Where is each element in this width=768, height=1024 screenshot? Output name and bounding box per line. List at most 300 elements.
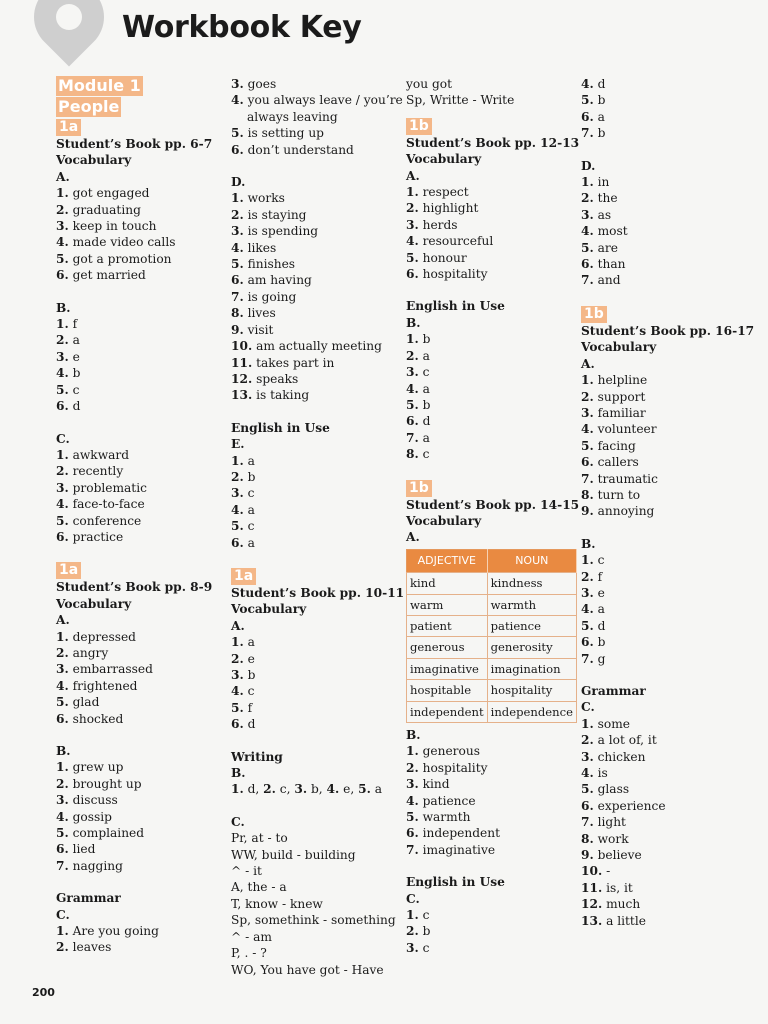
section-heading: Vocabulary — [56, 596, 132, 611]
noun-cell: independence — [487, 701, 576, 722]
answer-text: e — [597, 585, 605, 600]
answer-item — [406, 743, 576, 759]
answer-text: b — [422, 924, 431, 939]
answer-item — [231, 667, 403, 683]
answer-text: helpline — [597, 373, 648, 388]
answer-number: 3. — [581, 749, 594, 764]
section-heading: Vocabulary — [231, 602, 307, 617]
answer-text: most — [597, 224, 628, 239]
answer-number: 8. — [581, 487, 594, 502]
answer-number: 5. — [231, 126, 244, 141]
answer-item — [231, 634, 403, 650]
answer-text: frightened — [72, 678, 138, 693]
answer-text: am actually meeting — [256, 339, 382, 354]
answer-number: 4. — [231, 502, 244, 517]
unit-badge: 1b — [406, 118, 432, 135]
answer-text: highlight — [422, 201, 479, 216]
answer-number: 4. — [406, 793, 419, 808]
answer-number: 5. — [581, 782, 594, 797]
answer-text: c — [247, 684, 255, 699]
noun-cell: patience — [487, 615, 576, 636]
answer-text: b — [422, 332, 431, 347]
answer-item — [406, 266, 576, 282]
answer-text: is spending — [247, 224, 319, 239]
answer-number: 3. — [581, 207, 594, 222]
answer-text: hospitality — [422, 760, 488, 775]
answer-number: 5. — [231, 519, 244, 534]
answer-item — [581, 618, 761, 634]
unit-badge: 1b — [406, 480, 432, 497]
answer-item — [56, 694, 224, 710]
noun-cell: warmth — [487, 594, 576, 615]
answer-item — [231, 469, 403, 485]
answer-text: c — [422, 940, 430, 955]
answer-item — [231, 125, 403, 141]
answer-item — [406, 430, 576, 446]
exercise-label: D. — [581, 158, 596, 173]
answer-number: 6. — [581, 257, 594, 272]
answer-item — [56, 349, 224, 365]
answer-number: 3. — [56, 349, 69, 364]
answer-item — [581, 174, 761, 190]
text-line: Pr, at - to — [231, 831, 288, 846]
answer-number: 6. — [56, 842, 69, 857]
answer-number: 1. — [581, 553, 594, 568]
section-heading: English in Use — [406, 299, 505, 314]
answer-number: 5. — [406, 397, 419, 412]
answer-text: independent — [422, 826, 500, 841]
answer-text: visit — [247, 322, 274, 337]
answer-text: support — [597, 389, 646, 404]
answer-item — [406, 217, 576, 233]
answer-text: practice — [72, 529, 124, 544]
adjective-cell: kind — [407, 573, 488, 594]
answer-text: c — [422, 447, 430, 462]
answer-item — [56, 939, 224, 955]
answer-text: made video calls — [72, 235, 176, 250]
answer-item — [231, 338, 403, 354]
answer-item — [406, 760, 576, 776]
answer-text: gossip — [72, 809, 112, 824]
answer-number: 6. — [406, 826, 419, 841]
answer-item — [231, 502, 403, 518]
answer-text: than — [597, 257, 626, 272]
answer-item — [56, 316, 224, 332]
answer-item — [581, 749, 761, 765]
answer-item — [581, 405, 761, 421]
answer-item — [581, 716, 761, 732]
answer-item — [56, 678, 224, 694]
answer-item — [581, 272, 761, 288]
column-1 — [56, 76, 224, 956]
answer-text: b — [247, 668, 256, 682]
answer-text: lied — [72, 842, 96, 857]
answer-text: a — [247, 635, 255, 650]
answer-text: a — [247, 453, 255, 468]
answer-number: 2. — [581, 191, 594, 206]
unit-badge: 1b — [581, 306, 607, 323]
exercise-label: C. — [231, 814, 245, 829]
answer-text: embarrassed — [72, 662, 153, 677]
table-row — [407, 615, 577, 636]
answer-text: goes — [247, 77, 277, 91]
answer-item — [581, 732, 761, 748]
answer-item — [581, 389, 761, 405]
answer-text: is taking — [256, 388, 310, 403]
answer-item — [581, 372, 761, 388]
answer-number: 6. — [231, 142, 244, 157]
text-line: A, the - a — [231, 880, 287, 895]
answer-number: 4. — [56, 235, 69, 250]
answer-text: imaginative — [422, 842, 496, 857]
answer-text: grew up — [72, 760, 124, 775]
answer-item — [56, 398, 224, 414]
answer-item — [56, 251, 224, 267]
answer-item — [581, 240, 761, 256]
answer-text: don’t understand — [247, 142, 354, 157]
sb-reference: Student’s Book pp. 8-9 — [56, 580, 213, 595]
answer-number: 2. — [56, 202, 69, 217]
answer-number: 6. — [231, 273, 244, 288]
answer-text: f — [247, 700, 253, 715]
answer-item — [406, 923, 576, 939]
text-line: WO, You have got - Have — [231, 962, 384, 977]
answer-text: speaks — [256, 371, 299, 386]
module-name: People — [58, 97, 120, 116]
answer-text: facing — [597, 438, 636, 453]
answer-item — [406, 776, 576, 792]
exercise-label: B. — [56, 744, 71, 758]
answer-item — [56, 332, 224, 348]
page-number: 200 — [32, 986, 55, 999]
answer-item — [231, 223, 403, 239]
answer-text: e — [72, 349, 80, 364]
answer-number: 2. — [581, 569, 594, 584]
answer-number: 6. — [581, 635, 594, 650]
answer-number: 6. — [231, 535, 244, 550]
answer-item — [581, 569, 761, 585]
answer-number: 1. — [581, 175, 594, 190]
answer-item — [56, 645, 224, 661]
noun-cell: imagination — [487, 658, 576, 679]
answer-text: you always leave / you’re — [247, 93, 403, 108]
answer-item — [581, 421, 761, 437]
section-heading: Grammar — [56, 891, 121, 906]
answer-text: generous — [422, 744, 480, 759]
answer-item — [581, 223, 761, 239]
answer-text: a — [247, 535, 255, 550]
answer-number: 3. — [231, 668, 244, 682]
answer-number: 7. — [581, 471, 594, 486]
answer-text: turn to — [597, 487, 641, 502]
answer-text: Are you going — [72, 924, 159, 939]
answer-item — [231, 142, 403, 158]
answer-text: familiar — [597, 405, 646, 420]
table-row — [407, 701, 577, 722]
answer-number: 1. — [581, 373, 594, 388]
answer-text: is — [597, 766, 608, 781]
answer-item — [406, 825, 576, 841]
answer-item — [231, 190, 403, 206]
answer-number: 2. — [406, 201, 419, 216]
answer-item — [56, 809, 224, 825]
section-heading: Grammar — [581, 684, 646, 698]
answer-number: 3. — [406, 365, 419, 380]
table-row — [407, 658, 577, 679]
answer-number: 5. — [56, 251, 69, 266]
answer-item — [581, 552, 761, 568]
answer-number: 3. — [231, 77, 244, 91]
answer-text: annoying — [597, 504, 655, 519]
answer-item — [56, 496, 224, 512]
answer-item — [406, 331, 576, 347]
answer-number: 5. — [581, 438, 594, 453]
answer-number: 5. — [56, 826, 69, 841]
answer-number: 1. — [581, 716, 594, 731]
text-line: you got — [406, 77, 452, 91]
answer-item — [406, 397, 576, 413]
answer-text: c — [247, 519, 255, 534]
answer-number: 6. — [56, 711, 69, 726]
answer-item — [56, 661, 224, 677]
answer-text: work — [597, 831, 629, 846]
answer-item — [406, 364, 576, 380]
answer-text: takes part in — [256, 355, 335, 370]
answer-item — [56, 629, 224, 645]
answer-item — [56, 480, 224, 496]
answer-number: 1. — [406, 332, 419, 347]
column-4 — [581, 76, 761, 929]
answer-number: 1. — [406, 185, 419, 200]
answer-item — [406, 184, 576, 200]
unit-badge: 1a — [56, 562, 81, 579]
answer-number: 8. — [581, 831, 594, 846]
answer-item — [581, 896, 761, 912]
answer-number: 4. — [56, 809, 69, 824]
answer-item — [406, 348, 576, 364]
answer-number: 1. — [231, 191, 244, 206]
answer-text: finishes — [247, 257, 296, 272]
answer-number: 1. — [56, 447, 69, 462]
answer-item — [231, 272, 403, 288]
adjective-cell: imaginative — [407, 658, 488, 679]
answer-text: works — [247, 191, 285, 206]
answer-number: 7. — [581, 273, 594, 288]
answer-text: brought up — [72, 776, 142, 791]
column-2 — [231, 76, 403, 978]
answer-number: 10. — [231, 339, 253, 354]
answer-text: b — [247, 469, 256, 484]
sb-reference: Student’s Book pp. 12-13 — [406, 135, 580, 150]
answer-number: 13. — [231, 388, 253, 403]
answer-item — [56, 185, 224, 201]
answer-item — [406, 381, 576, 397]
answer-item — [581, 207, 761, 223]
answer-text: b — [422, 397, 431, 412]
answer-number: 6. — [406, 414, 419, 429]
answer-item — [56, 759, 224, 775]
answer-text: b — [597, 93, 606, 108]
answer-item — [581, 781, 761, 797]
answer-number: 7. — [406, 430, 419, 445]
answer-number: 2. — [231, 207, 244, 222]
answer-text: a — [422, 430, 430, 445]
answer-item — [56, 382, 224, 398]
answer-text: in — [597, 175, 610, 190]
answer-number: 4. — [581, 422, 594, 437]
text-line: P, . - ? — [231, 946, 267, 961]
answer-wrap-line: always leaving — [247, 109, 338, 124]
answer-number: 2. — [231, 651, 244, 666]
answer-text: depressed — [72, 629, 136, 644]
answer-text: lives — [247, 306, 276, 321]
text-line: Sp, Writte - Write — [406, 93, 515, 108]
answer-item — [581, 913, 761, 929]
answer-item — [56, 234, 224, 250]
answer-number: 4. — [581, 602, 594, 617]
answer-item — [231, 683, 403, 699]
adjective-cell: generous — [407, 637, 488, 658]
answer-number: 3. — [406, 777, 419, 792]
answer-item — [581, 125, 761, 141]
answer-number: 2. — [56, 333, 69, 348]
exercise-label: C. — [581, 700, 595, 715]
answer-item — [581, 487, 761, 503]
answer-item — [581, 471, 761, 487]
answer-item — [406, 250, 576, 266]
answer-text: discuss — [72, 793, 118, 808]
adjective-cell: patient — [407, 615, 488, 636]
answer-number: 6. — [581, 455, 594, 470]
answer-text: volunteer — [597, 422, 657, 437]
answer-number: 11. — [231, 355, 253, 370]
adjective-cell: warm — [407, 594, 488, 615]
answer-number: 7. — [56, 858, 69, 873]
answer-item — [231, 355, 403, 371]
answer-text: b — [597, 635, 606, 650]
noun-cell: generosity — [487, 637, 576, 658]
answer-text: and — [597, 273, 621, 288]
answer-number: 2. — [56, 776, 69, 791]
answer-number: 6. — [56, 399, 69, 414]
answer-number: 4. — [406, 234, 419, 249]
answer-item — [406, 446, 576, 462]
answer-number: 3. — [56, 793, 69, 808]
answer-text: got engaged — [72, 186, 150, 201]
answer-number: 1. — [56, 317, 69, 332]
answer-number: 8. — [406, 447, 419, 462]
answer-number: 10. — [581, 864, 603, 879]
answer-item — [56, 792, 224, 808]
answer-item — [406, 200, 576, 216]
answer-text: shocked — [72, 711, 124, 726]
answer-text: warmth — [422, 810, 471, 825]
answer-number: 5. — [581, 93, 594, 108]
answer-text: respect — [422, 185, 469, 200]
answer-text: f — [597, 569, 603, 584]
answer-number: 2. — [231, 469, 244, 484]
answer-text: glass — [597, 782, 630, 797]
answer-text: are — [597, 240, 618, 255]
answer-item — [406, 842, 576, 858]
answer-item — [231, 651, 403, 667]
answer-number: 4. — [231, 240, 244, 255]
answer-item — [581, 438, 761, 454]
answer-text: a — [422, 381, 430, 396]
answer-number: 2. — [406, 348, 419, 363]
answer-number: 4. — [231, 93, 244, 108]
answer-item — [581, 503, 761, 519]
answer-number: 3. — [581, 585, 594, 600]
answer-number: 2. — [406, 760, 419, 775]
answer-number: 1. — [56, 629, 69, 644]
exercise-label: A. — [56, 169, 70, 184]
answer-number: 5. — [56, 695, 69, 710]
answer-item — [581, 256, 761, 272]
answer-item — [231, 700, 403, 716]
answer-number: 1. — [56, 760, 69, 775]
answer-number: 5. — [406, 250, 419, 265]
answer-item — [231, 453, 403, 469]
answer-number: 3. — [406, 217, 419, 232]
answer-text: the — [597, 191, 618, 206]
answer-item — [56, 711, 224, 727]
adjective-cell: independent — [407, 701, 488, 722]
answer-text: callers — [597, 455, 639, 470]
answer-item — [231, 305, 403, 321]
answer-text: a — [247, 502, 255, 517]
answer-number: 3. — [231, 224, 244, 239]
answer-item — [231, 485, 403, 501]
answer-item — [231, 371, 403, 387]
answer-item — [406, 413, 576, 429]
answer-text: e — [247, 651, 255, 666]
text-line: Sp, somethink - something — [231, 913, 396, 928]
answer-number: 6. — [231, 717, 244, 732]
answer-text: is going — [247, 289, 297, 304]
answer-text: awkward — [72, 447, 130, 462]
exercise-label: A. — [406, 530, 420, 545]
answer-text: chicken — [597, 749, 646, 764]
answer-item — [581, 109, 761, 125]
answer-number: 4. — [56, 678, 69, 693]
noun-cell: kindness — [487, 573, 576, 594]
answer-number: 1. — [231, 453, 244, 468]
answer-item — [56, 529, 224, 545]
answer-item — [581, 847, 761, 863]
answer-number: 7. — [581, 126, 594, 141]
answer-item — [56, 825, 224, 841]
answer-number: 8. — [231, 306, 244, 321]
answer-number: 3. — [231, 486, 244, 501]
answer-item — [231, 289, 403, 305]
answer-text: honour — [422, 250, 467, 265]
text-line: T, know - knew — [231, 896, 323, 911]
answer-item — [581, 76, 761, 92]
answer-text: patience — [422, 793, 476, 808]
answer-item — [56, 463, 224, 479]
answer-number: 1. — [406, 908, 419, 923]
answer-text: light — [597, 815, 626, 830]
unit-badge: 1a — [56, 119, 81, 136]
answer-text: hospitality — [422, 267, 488, 282]
table-header-adjective: ADJECTIVE — [407, 549, 488, 572]
answer-text: - — [606, 864, 611, 879]
noun-cell: hospitality — [487, 680, 576, 701]
sb-reference: Student’s Book pp. 10-11 — [231, 585, 405, 600]
answer-item — [581, 880, 761, 896]
table-row — [407, 594, 577, 615]
